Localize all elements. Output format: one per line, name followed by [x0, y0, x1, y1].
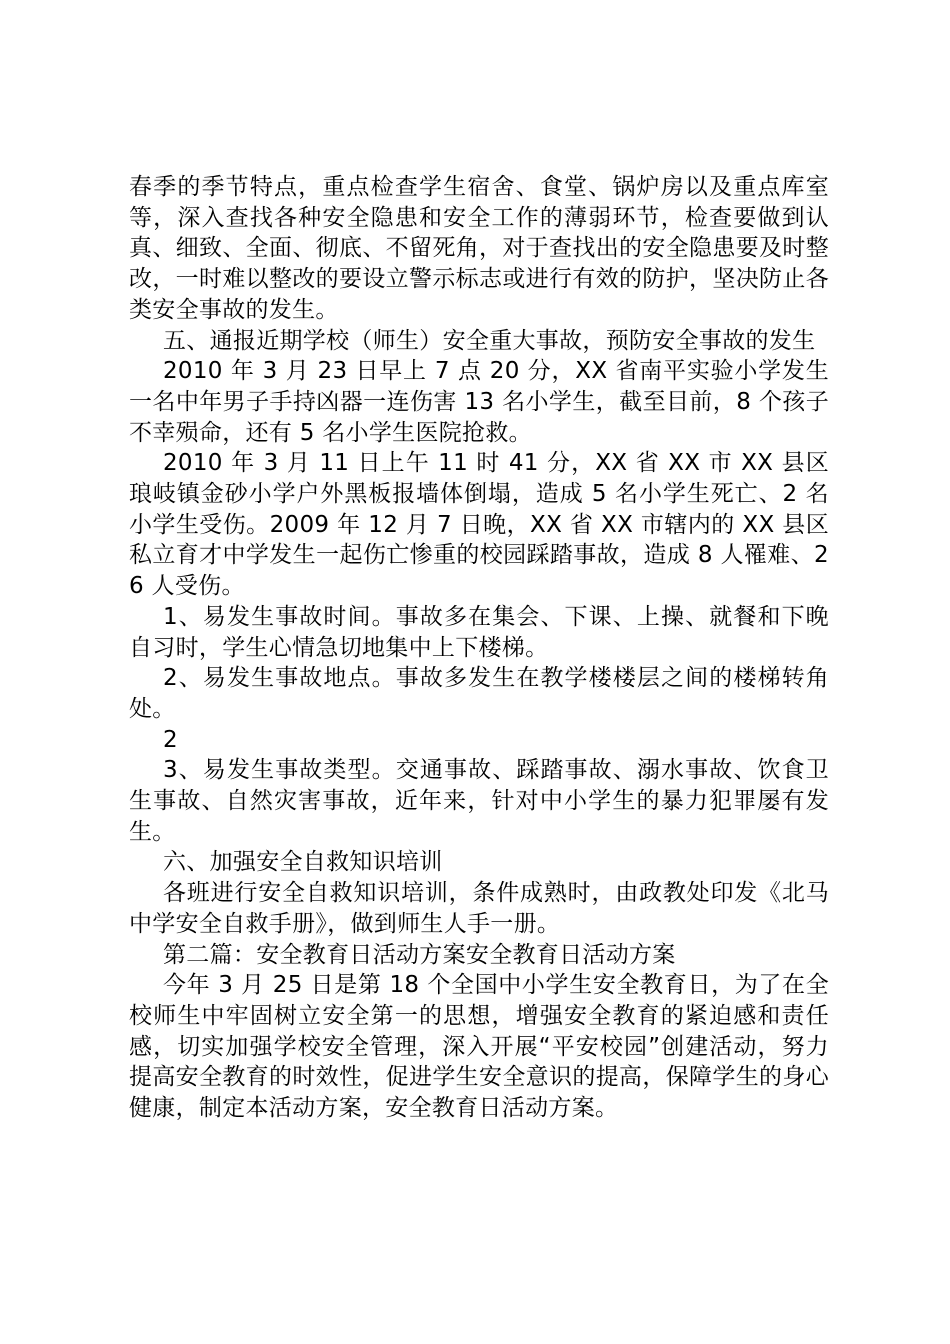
list-item-1: 1、易发生事故时间。事故多在集会、下课、上操、就餐和下晚自习时，学生心情急切地集中上下楼梯。	[129, 603, 829, 661]
chapter-heading: 第二篇：安全教育日活动方案安全教育日活动方案	[163, 941, 676, 968]
list-item-2: 2、易发生事故地点。事故多发生在教学楼楼层之间的楼梯转角处。	[129, 665, 829, 722]
paragraph-incident-1: 2010 年 3 月 23 日早上 7 点 20 分，XX 省南平实验小学发生一名中年男子手持凶器一连伤害 13 名小学生，截至目前，8 个孩子不幸殒命，还有 5 名小学生医院抢救。	[129, 358, 829, 446]
paragraph-continuation: 春季的季节特点，重点检查学生宿舍、食堂、锅炉房以及重点库室等，深入查找各种安全隐患和安全工作的薄弱环节，检查要做到认真、细致、全面、彻底、不留死角，对于查找出的安全隐患要及时整改，一时难以整改的要设立警示标志或进行有效的防护，坚决防止各类安全事故的发生。	[129, 174, 829, 323]
section-heading-6: 六、加强安全自救知识培训	[163, 849, 443, 876]
paragraph-intro: 今年 3 月 25 日是第 18 个全国中小学生安全教育日，为了在全校师生中牢固树立安全第一的思想，增强安全教育的紧迫感和责任感，切实加强学校安全管理，深入开展“平安校园”创建活动，努力提高安全教育的时效性，促进学生安全意识的提高，保障学生的身心健康，制定本活动方案，安全教育日活动方案。	[129, 972, 829, 1122]
paragraph-incident-2: 2010 年 3 月 11 日上午 11 时 41 分，XX 省 XX 市 XX 县区琅岐镇金砂小学户外黑板报墙体倒塌，造成 5 名小学生死亡、2 名小学生受伤。2009 年 12 月 7 日晚，XX 省 XX 市辖内的 XX 县区私立育才中学发生一起伤亡惨重的校园踩踏事故，造成 8 人罹难、26 人受伤。	[129, 450, 829, 600]
document-page	[129, 172, 829, 1124]
section-heading-5: 五、通报近期学校（师生）安全重大事故，预防安全事故的发生	[163, 327, 816, 354]
page-number-text: 2	[163, 726, 178, 753]
paragraph-training: 各班进行安全自救知识培训，条件成熟时，由政教处印发《北马中学安全自救手册》，做到师生人手一册。	[129, 880, 829, 937]
list-item-3: 3、易发生事故类型。交通事故、踩踏事故、溺水事故、饮食卫生事故、自然灾害事故，近年来，针对中小学生的暴力犯罪屡有发生。	[129, 757, 829, 845]
